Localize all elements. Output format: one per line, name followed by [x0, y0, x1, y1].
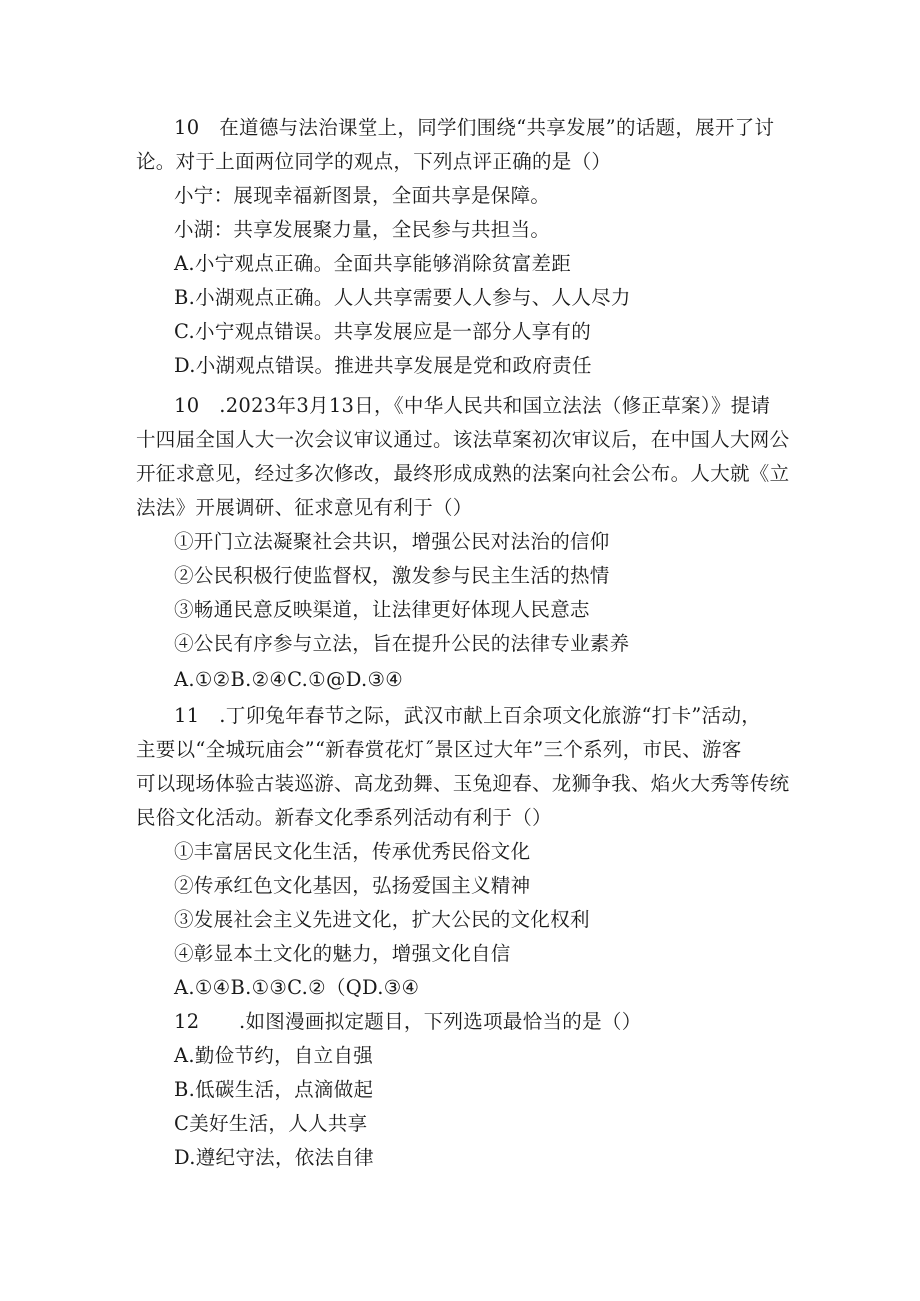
q10b-stem-line-4: 法法》开展调研、征求意见有利于（） [136, 496, 473, 519]
q11-options: A.①④B.①③C.②（QD.③④ [174, 976, 420, 999]
q10-option-b: B.小湖观点正确。人人共享需要人人参与、人人尽力 [174, 286, 631, 309]
q11-stem-line-4: 民俗文化活动。新春文化季系列活动有利于（） [136, 806, 552, 829]
q12-option-c: C美好生活，人人共享 [174, 1112, 368, 1135]
q10b-stem-line-1: 10 .2023年3月13日，《中华人民共和国立法法（修正草案）》提请 [174, 394, 771, 417]
q12-option-d: D.遵纪守法，依法自律 [174, 1146, 374, 1169]
q10b-stem-line-3: 开征求意见，经过多次修改，最终形成成熟的法案向社会公布。人大就《立 [136, 462, 790, 485]
q10b-options: A.①②B.②④C.①@D.③④ [174, 668, 404, 691]
q10b-statement-2: ②公民积极行使监督权，激发参与民主生活的热情 [174, 564, 610, 587]
q11-statement-4: ④彰显本土文化的魅力，增强文化自信 [174, 942, 511, 965]
q12-option-b: B.低碳生活，点滴做起 [174, 1078, 374, 1101]
q10-viewpoint-xiaoning: 小宁：展现幸福新图景，全面共享是保障。 [174, 184, 551, 207]
q10-viewpoint-xiaohu: 小湖：共享发展聚力量，全民参与共担当。 [174, 218, 551, 241]
q10b-statement-3: ③畅通民意反映渠道，让法律更好体现人民意志 [174, 598, 590, 621]
q10b-statement-4: ④公民有序参与立法，旨在提升公民的法律专业素养 [174, 632, 630, 655]
q10b-stem-line-2: 十四届全国人大一次会议审议通过。该法草案初次审议后，在中国人大网公 [136, 428, 790, 451]
q11-stem-line-3: 可以现场体验古装巡游、高龙劲舞、玉兔迎春、龙狮争我、焰火大秀等传统 [136, 772, 790, 795]
q11-stem-line-1: 11 .丁卯兔年春节之际，武汉市献上百余项文化旅游“打卡”活动， [174, 704, 762, 727]
q10-option-c: C.小宁观点错误。共享发展应是一部分人享有的 [174, 320, 592, 343]
q12-stem: 12 .如图漫画拟定题目，下列选项最恰当的是（） [174, 1010, 642, 1033]
q10-option-d: D.小湖观点错误。推进共享发展是党和政府责任 [174, 354, 592, 377]
q10-stem-line-2: 论。对于上面两位同学的观点，下列点评正确的是（） [136, 150, 612, 173]
q10-option-a: A.小宁观点正确。全面共享能够消除贫富差距 [174, 252, 572, 275]
q10b-statement-1: ①开门立法凝聚社会共识，增强公民对法治的信仰 [174, 530, 610, 553]
q10-stem-line-1: 10 在道德与法治课堂上，同学们围绕“共享发展”的话题，展开了讨 [174, 116, 775, 139]
q12-option-a: A.勤俭节约，自立自强 [174, 1044, 374, 1067]
q11-statement-1: ①丰富居民文化生活，传承优秀民俗文化 [174, 840, 531, 863]
q11-stem-line-2: 主要以“全城玩庙会”“新春赏花灯˝景区过大年”三个系列，市民、游客 [136, 738, 742, 761]
q11-statement-2: ②传承红色文化基因，弘扬爱国主义精神 [174, 874, 531, 897]
q11-statement-3: ③发展社会主义先进文化，扩大公民的文化权利 [174, 908, 590, 931]
